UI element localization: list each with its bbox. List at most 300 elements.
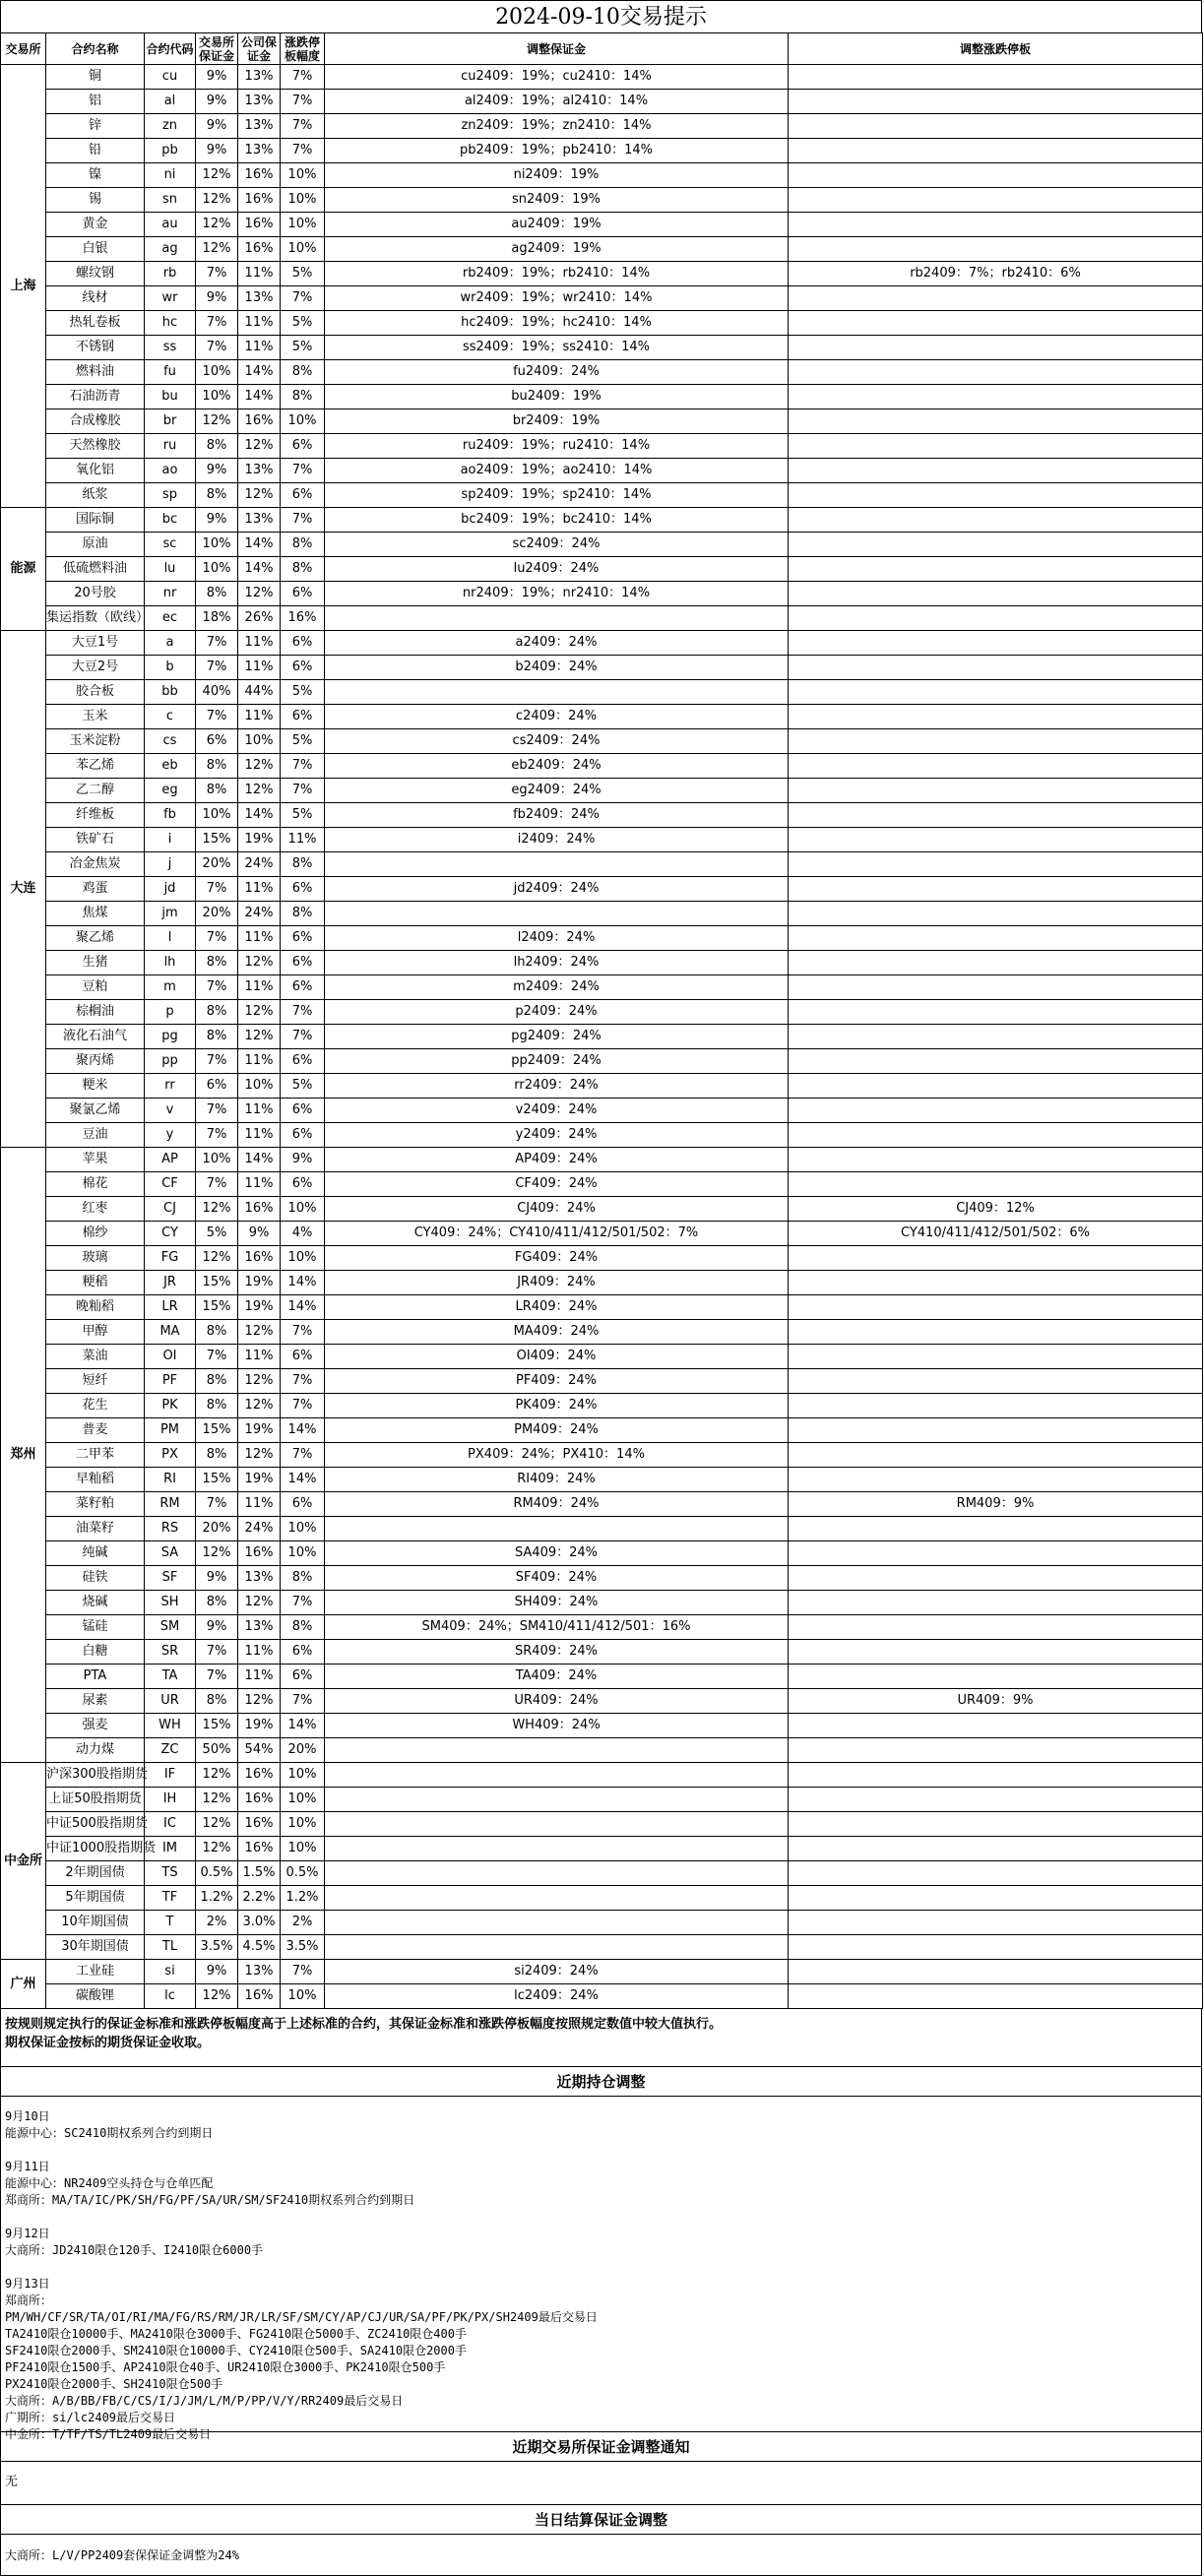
contract-code-cell: PK [145, 1394, 196, 1418]
table-row [1, 926, 1203, 951]
adjusted-limit-cell [789, 1394, 1203, 1418]
margin-notice-body: 无 [0, 2462, 1202, 2505]
rule-note [0, 2009, 1202, 2067]
table-row [1, 1861, 1203, 1886]
price-limit-cell: 7% [281, 1025, 325, 1049]
adjusted-limit-cell [789, 828, 1203, 852]
contract-name-cell: 石油沥青 [46, 385, 145, 409]
adjusted-margin-cell: rb2409：19%；rb2410：14% [325, 262, 789, 286]
exchange-margin-cell: 8% [196, 1369, 238, 1394]
company-margin-cell: 13% [238, 1960, 281, 1984]
table-row [1, 631, 1203, 656]
contract-name-cell: 冶金焦炭 [46, 852, 145, 877]
adjusted-margin-cell: ag2409：19% [325, 237, 789, 262]
company-margin-cell: 13% [238, 508, 281, 533]
price-limit-cell: 7% [281, 1443, 325, 1468]
price-limit-cell: 10% [281, 1541, 325, 1566]
exchange-margin-cell: 12% [196, 1837, 238, 1861]
exchange-margin-cell: 15% [196, 828, 238, 852]
exchange-margin-cell: 5% [196, 1222, 238, 1246]
contract-name-cell: 玉米 [46, 705, 145, 729]
adjusted-margin-cell [325, 1517, 789, 1541]
contract-name-cell: 原油 [46, 533, 145, 557]
adjusted-limit-cell [789, 1517, 1203, 1541]
exchange-margin-cell: 7% [196, 1345, 238, 1369]
table-row [1, 1640, 1203, 1665]
company-margin-cell: 11% [238, 1665, 281, 1689]
exchange-cell: 大连 [1, 631, 46, 1148]
exchange-margin-cell: 7% [196, 705, 238, 729]
adjusted-margin-cell [325, 606, 789, 631]
adjusted-margin-cell: pg2409：24% [325, 1025, 789, 1049]
company-margin-cell: 11% [238, 262, 281, 286]
table-header-row [1, 33, 1203, 65]
table-row [1, 1271, 1203, 1295]
company-margin-cell: 16% [238, 213, 281, 237]
company-margin-cell: 14% [238, 360, 281, 385]
table-row [1, 213, 1203, 237]
contract-code-cell: IF [145, 1763, 196, 1788]
company-margin-cell: 12% [238, 951, 281, 975]
adjusted-limit-cell [789, 1665, 1203, 1689]
adjusted-margin-cell: TA409：24% [325, 1665, 789, 1689]
company-margin-cell: 1.5% [238, 1861, 281, 1886]
company-margin-cell: 16% [238, 409, 281, 434]
recent-position-heading: 近期持仓调整 [0, 2067, 1202, 2097]
company-margin-cell: 11% [238, 1345, 281, 1369]
exchange-margin-cell: 9% [196, 1960, 238, 1984]
company-margin-cell: 12% [238, 779, 281, 803]
company-margin-cell: 12% [238, 582, 281, 606]
contract-code-cell: i [145, 828, 196, 852]
contract-name-cell: 普麦 [46, 1418, 145, 1443]
company-margin-cell: 19% [238, 1714, 281, 1738]
adjusted-limit-cell [789, 1468, 1203, 1492]
settlement-margin-heading: 当日结算保证金调整 [0, 2505, 1202, 2535]
table-row [1, 1099, 1203, 1123]
contract-code-cell: RI [145, 1468, 196, 1492]
exchange-margin-cell: 1.2% [196, 1886, 238, 1911]
contract-code-cell: IC [145, 1812, 196, 1837]
exchange-margin-cell: 7% [196, 1049, 238, 1074]
exchange-margin-cell: 9% [196, 286, 238, 311]
header-contract-code: 合约代码 [145, 33, 196, 65]
adjusted-margin-cell: rr2409：24% [325, 1074, 789, 1099]
contract-name-cell: 锡 [46, 188, 145, 213]
exchange-margin-cell: 9% [196, 1615, 238, 1640]
table-row [1, 336, 1203, 360]
contract-name-cell: 粳米 [46, 1074, 145, 1099]
adjusted-margin-cell: bu2409：19% [325, 385, 789, 409]
contract-name-cell: 热轧卷板 [46, 311, 145, 336]
contract-name-cell: 棉纱 [46, 1222, 145, 1246]
adjusted-margin-cell: au2409：19% [325, 213, 789, 237]
price-limit-cell: 3.5% [281, 1935, 325, 1960]
table-row [1, 729, 1203, 754]
company-margin-cell: 12% [238, 1591, 281, 1615]
adjusted-margin-cell: i2409：24% [325, 828, 789, 852]
contract-code-cell: bb [145, 680, 196, 705]
price-limit-cell: 16% [281, 606, 325, 631]
contract-name-cell: 纸浆 [46, 483, 145, 508]
contract-name-cell: 花生 [46, 1394, 145, 1418]
contract-name-cell: 纯碱 [46, 1541, 145, 1566]
adjusted-margin-cell: CY409：24%；CY410/411/412/501/502：7% [325, 1222, 789, 1246]
exchange-margin-cell: 6% [196, 729, 238, 754]
price-limit-cell: 6% [281, 1640, 325, 1665]
price-limit-cell: 7% [281, 1591, 325, 1615]
adjusted-margin-cell: p2409：24% [325, 1000, 789, 1025]
adjusted-limit-cell [789, 1984, 1203, 2009]
contract-name-cell: 镍 [46, 163, 145, 188]
contract-code-cell: RM [145, 1492, 196, 1517]
company-margin-cell: 11% [238, 1049, 281, 1074]
table-row [1, 1345, 1203, 1369]
price-limit-cell: 6% [281, 483, 325, 508]
settlement-margin-body: 大商所：L/V/PP2409套保保证金调整为24% [0, 2535, 1202, 2576]
contract-name-cell: 菜油 [46, 1345, 145, 1369]
adjusted-limit-cell [789, 1271, 1203, 1295]
table-row [1, 1492, 1203, 1517]
contract-name-cell: 天然橡胶 [46, 434, 145, 459]
adjusted-limit-cell [789, 237, 1203, 262]
adjusted-margin-cell: PX409：24%；PX410：14% [325, 1443, 789, 1468]
company-margin-cell: 16% [238, 1763, 281, 1788]
contract-code-cell: jm [145, 902, 196, 926]
exchange-margin-cell: 8% [196, 779, 238, 803]
adjusted-limit-cell [789, 1960, 1203, 1984]
adjusted-margin-cell [325, 680, 789, 705]
header-exchange-margin: 交易所保证金 [196, 33, 238, 65]
company-margin-cell: 4.5% [238, 1935, 281, 1960]
company-margin-cell: 13% [238, 1615, 281, 1640]
table-row [1, 409, 1203, 434]
price-limit-cell: 4% [281, 1222, 325, 1246]
contract-name-cell: 玻璃 [46, 1246, 145, 1271]
company-margin-cell: 11% [238, 1172, 281, 1197]
adjusted-margin-cell: OI409：24% [325, 1345, 789, 1369]
adjusted-margin-cell: ss2409：19%；ss2410：14% [325, 336, 789, 360]
exchange-margin-cell: 7% [196, 631, 238, 656]
adjusted-limit-cell [789, 1320, 1203, 1345]
company-margin-cell: 14% [238, 1148, 281, 1172]
contract-code-cell: nr [145, 582, 196, 606]
price-limit-cell: 10% [281, 1197, 325, 1222]
exchange-margin-cell: 9% [196, 508, 238, 533]
exchange-margin-cell: 7% [196, 975, 238, 1000]
contract-name-cell: 油菜籽 [46, 1517, 145, 1541]
adjusted-limit-cell [789, 434, 1203, 459]
price-limit-cell: 5% [281, 729, 325, 754]
adjusted-margin-cell: eb2409：24% [325, 754, 789, 779]
exchange-margin-cell: 7% [196, 1492, 238, 1517]
price-limit-cell: 10% [281, 409, 325, 434]
exchange-margin-cell: 12% [196, 188, 238, 213]
contract-code-cell: ag [145, 237, 196, 262]
adjusted-margin-cell [325, 1911, 789, 1935]
contract-code-cell: FG [145, 1246, 196, 1271]
contract-code-cell: eb [145, 754, 196, 779]
table-row [1, 114, 1203, 139]
exchange-margin-cell: 12% [196, 163, 238, 188]
company-margin-cell: 13% [238, 114, 281, 139]
company-margin-cell: 16% [238, 1197, 281, 1222]
table-row [1, 582, 1203, 606]
price-limit-cell: 8% [281, 533, 325, 557]
price-limit-cell: 6% [281, 951, 325, 975]
adjusted-margin-cell: eg2409：24% [325, 779, 789, 803]
company-margin-cell: 11% [238, 1123, 281, 1148]
company-margin-cell: 10% [238, 729, 281, 754]
company-margin-cell: 11% [238, 877, 281, 902]
adjusted-limit-cell [789, 483, 1203, 508]
contract-code-cell: TA [145, 1665, 196, 1689]
price-limit-cell: 6% [281, 656, 325, 680]
adjusted-limit-cell [789, 1738, 1203, 1763]
adjusted-limit-cell [789, 385, 1203, 409]
contract-name-cell: 低硫燃料油 [46, 557, 145, 582]
contract-code-cell: LR [145, 1295, 196, 1320]
contract-code-cell: hc [145, 311, 196, 336]
adjusted-limit-cell [789, 1418, 1203, 1443]
adjusted-margin-cell: RM409：24% [325, 1492, 789, 1517]
exchange-margin-cell: 8% [196, 434, 238, 459]
header-adjusted-margin: 调整保证金 [325, 33, 789, 65]
adjusted-margin-cell: PF409：24% [325, 1369, 789, 1394]
table-row [1, 385, 1203, 409]
contract-name-cell: PTA [46, 1665, 145, 1689]
price-limit-cell: 7% [281, 459, 325, 483]
contract-name-cell: 30年期国债 [46, 1935, 145, 1960]
rule-note-line: 期权保证金按标的期货保证金收取。 [5, 2036, 211, 2050]
table-row [1, 1025, 1203, 1049]
price-limit-cell: 14% [281, 1271, 325, 1295]
table-row [1, 557, 1203, 582]
company-margin-cell: 16% [238, 1812, 281, 1837]
price-limit-cell: 6% [281, 434, 325, 459]
exchange-margin-cell: 8% [196, 483, 238, 508]
price-limit-cell: 10% [281, 1984, 325, 2009]
table-row [1, 1788, 1203, 1812]
adjusted-limit-cell [789, 1911, 1203, 1935]
table-row [1, 1197, 1203, 1222]
exchange-margin-cell: 8% [196, 1320, 238, 1345]
adjusted-margin-cell: pb2409：19%；pb2410：14% [325, 139, 789, 163]
contract-name-cell: 20号胶 [46, 582, 145, 606]
table-row [1, 434, 1203, 459]
company-margin-cell: 54% [238, 1738, 281, 1763]
company-margin-cell: 11% [238, 926, 281, 951]
adjusted-margin-cell: lh2409：24% [325, 951, 789, 975]
company-margin-cell: 10% [238, 1074, 281, 1099]
adjusted-limit-cell [789, 213, 1203, 237]
company-margin-cell: 11% [238, 1640, 281, 1665]
contract-code-cell: pg [145, 1025, 196, 1049]
company-margin-cell: 19% [238, 1418, 281, 1443]
exchange-margin-cell: 12% [196, 1246, 238, 1271]
contract-name-cell: 铁矿石 [46, 828, 145, 852]
adjusted-limit-cell [789, 114, 1203, 139]
table-row [1, 508, 1203, 533]
price-limit-cell: 8% [281, 385, 325, 409]
exchange-margin-cell: 8% [196, 1394, 238, 1418]
contract-code-cell: ru [145, 434, 196, 459]
company-margin-cell: 16% [238, 1541, 281, 1566]
price-limit-cell: 5% [281, 680, 325, 705]
table-row [1, 360, 1203, 385]
adjusted-limit-cell [789, 951, 1203, 975]
contract-name-cell: 10年期国债 [46, 1911, 145, 1935]
contract-name-cell: 锌 [46, 114, 145, 139]
contract-name-cell: 早籼稻 [46, 1468, 145, 1492]
adjusted-margin-cell: CJ409：24% [325, 1197, 789, 1222]
contract-code-cell: c [145, 705, 196, 729]
adjusted-limit-cell [789, 852, 1203, 877]
table-row [1, 1074, 1203, 1099]
price-limit-cell: 7% [281, 1320, 325, 1345]
price-limit-cell: 10% [281, 237, 325, 262]
adjusted-margin-cell: m2409：24% [325, 975, 789, 1000]
exchange-margin-cell: 15% [196, 1714, 238, 1738]
table-row [1, 1172, 1203, 1197]
contract-code-cell: m [145, 975, 196, 1000]
company-margin-cell: 19% [238, 1468, 281, 1492]
price-limit-cell: 0.5% [281, 1861, 325, 1886]
adjusted-margin-cell: br2409：19% [325, 409, 789, 434]
company-margin-cell: 16% [238, 1984, 281, 2009]
header-company-margin: 公司保证金 [238, 33, 281, 65]
adjusted-margin-cell [325, 1861, 789, 1886]
contract-code-cell: SR [145, 1640, 196, 1665]
contract-code-cell: b [145, 656, 196, 680]
contract-name-cell: 白糖 [46, 1640, 145, 1665]
contract-name-cell: 晚籼稻 [46, 1295, 145, 1320]
price-limit-cell: 6% [281, 1492, 325, 1517]
price-limit-cell: 7% [281, 286, 325, 311]
price-limit-cell: 6% [281, 631, 325, 656]
contract-name-cell: 焦煤 [46, 902, 145, 926]
company-margin-cell: 19% [238, 1271, 281, 1295]
price-limit-cell: 6% [281, 705, 325, 729]
exchange-margin-cell: 15% [196, 1295, 238, 1320]
exchange-margin-cell: 10% [196, 360, 238, 385]
price-limit-cell: 5% [281, 262, 325, 286]
adjusted-margin-cell: lu2409：24% [325, 557, 789, 582]
contract-code-cell: al [145, 90, 196, 114]
adjusted-limit-cell [789, 533, 1203, 557]
adjusted-limit-cell [789, 1886, 1203, 1911]
adjusted-limit-cell: RM409：9% [789, 1492, 1203, 1517]
adjusted-margin-cell [325, 1738, 789, 1763]
price-limit-cell: 14% [281, 1468, 325, 1492]
adjusted-limit-cell [789, 1148, 1203, 1172]
adjusted-margin-cell [325, 1886, 789, 1911]
adjusted-limit-cell [789, 1443, 1203, 1468]
adjusted-margin-cell: ao2409：19%；ao2410：14% [325, 459, 789, 483]
company-margin-cell: 11% [238, 975, 281, 1000]
contract-code-cell: JR [145, 1271, 196, 1295]
adjusted-margin-cell: cu2409：19%；cu2410：14% [325, 65, 789, 90]
price-limit-cell: 5% [281, 1074, 325, 1099]
exchange-margin-cell: 7% [196, 1123, 238, 1148]
contract-code-cell: rb [145, 262, 196, 286]
contract-code-cell: jd [145, 877, 196, 902]
exchange-cell: 广州 [1, 1960, 46, 2009]
company-margin-cell: 16% [238, 188, 281, 213]
adjusted-margin-cell: hc2409：19%；hc2410：14% [325, 311, 789, 336]
contract-code-cell: wr [145, 286, 196, 311]
contract-name-cell: 液化石油气 [46, 1025, 145, 1049]
table-row [1, 1812, 1203, 1837]
contract-name-cell: 黄金 [46, 213, 145, 237]
company-margin-cell: 16% [238, 1837, 281, 1861]
contract-code-cell: fu [145, 360, 196, 385]
adjusted-limit-cell [789, 336, 1203, 360]
company-margin-cell: 9% [238, 1222, 281, 1246]
contract-code-cell: IH [145, 1788, 196, 1812]
adjusted-limit-cell [789, 1566, 1203, 1591]
price-limit-cell: 20% [281, 1738, 325, 1763]
adjusted-limit-cell [789, 705, 1203, 729]
contract-name-cell: 燃料油 [46, 360, 145, 385]
price-limit-cell: 7% [281, 1689, 325, 1714]
contract-name-cell: 工业硅 [46, 1960, 145, 1984]
contract-name-cell: 螺纹钢 [46, 262, 145, 286]
company-margin-cell: 16% [238, 1246, 281, 1271]
contract-code-cell: cs [145, 729, 196, 754]
price-limit-cell: 10% [281, 1763, 325, 1788]
exchange-margin-cell: 7% [196, 656, 238, 680]
adjusted-limit-cell [789, 877, 1203, 902]
price-limit-cell: 6% [281, 975, 325, 1000]
table-row [1, 1960, 1203, 1984]
contract-code-cell: v [145, 1099, 196, 1123]
exchange-margin-cell: 10% [196, 557, 238, 582]
exchange-margin-cell: 12% [196, 1541, 238, 1566]
adjusted-limit-cell: UR409：9% [789, 1689, 1203, 1714]
price-limit-cell: 7% [281, 139, 325, 163]
table-row [1, 65, 1203, 90]
contract-code-cell: RS [145, 1517, 196, 1541]
contract-code-cell: bu [145, 385, 196, 409]
adjusted-margin-cell: PK409：24% [325, 1394, 789, 1418]
adjusted-limit-cell [789, 1295, 1203, 1320]
contract-name-cell: 5年期国债 [46, 1886, 145, 1911]
adjusted-margin-cell: si2409：24% [325, 1960, 789, 1984]
contract-name-cell: 不锈钢 [46, 336, 145, 360]
adjusted-limit-cell [789, 1000, 1203, 1025]
company-margin-cell: 13% [238, 65, 281, 90]
adjusted-margin-cell: fu2409：24% [325, 360, 789, 385]
adjusted-limit-cell [789, 1099, 1203, 1123]
contract-name-cell: 2年期国债 [46, 1861, 145, 1886]
adjusted-limit-cell [789, 188, 1203, 213]
adjusted-limit-cell [789, 1345, 1203, 1369]
contract-name-cell: 豆粕 [46, 975, 145, 1000]
adjusted-margin-cell: FG409：24% [325, 1246, 789, 1271]
price-limit-cell: 9% [281, 1148, 325, 1172]
adjusted-limit-cell: rb2409：7%；rb2410：6% [789, 262, 1203, 286]
adjusted-margin-cell: ni2409：19% [325, 163, 789, 188]
exchange-margin-cell: 8% [196, 1000, 238, 1025]
contract-name-cell: 白银 [46, 237, 145, 262]
contract-name-cell: 纤维板 [46, 803, 145, 828]
company-margin-cell: 16% [238, 163, 281, 188]
adjusted-margin-cell: UR409：24% [325, 1689, 789, 1714]
adjusted-limit-cell [789, 1049, 1203, 1074]
price-limit-cell: 10% [281, 1517, 325, 1541]
table-row [1, 705, 1203, 729]
